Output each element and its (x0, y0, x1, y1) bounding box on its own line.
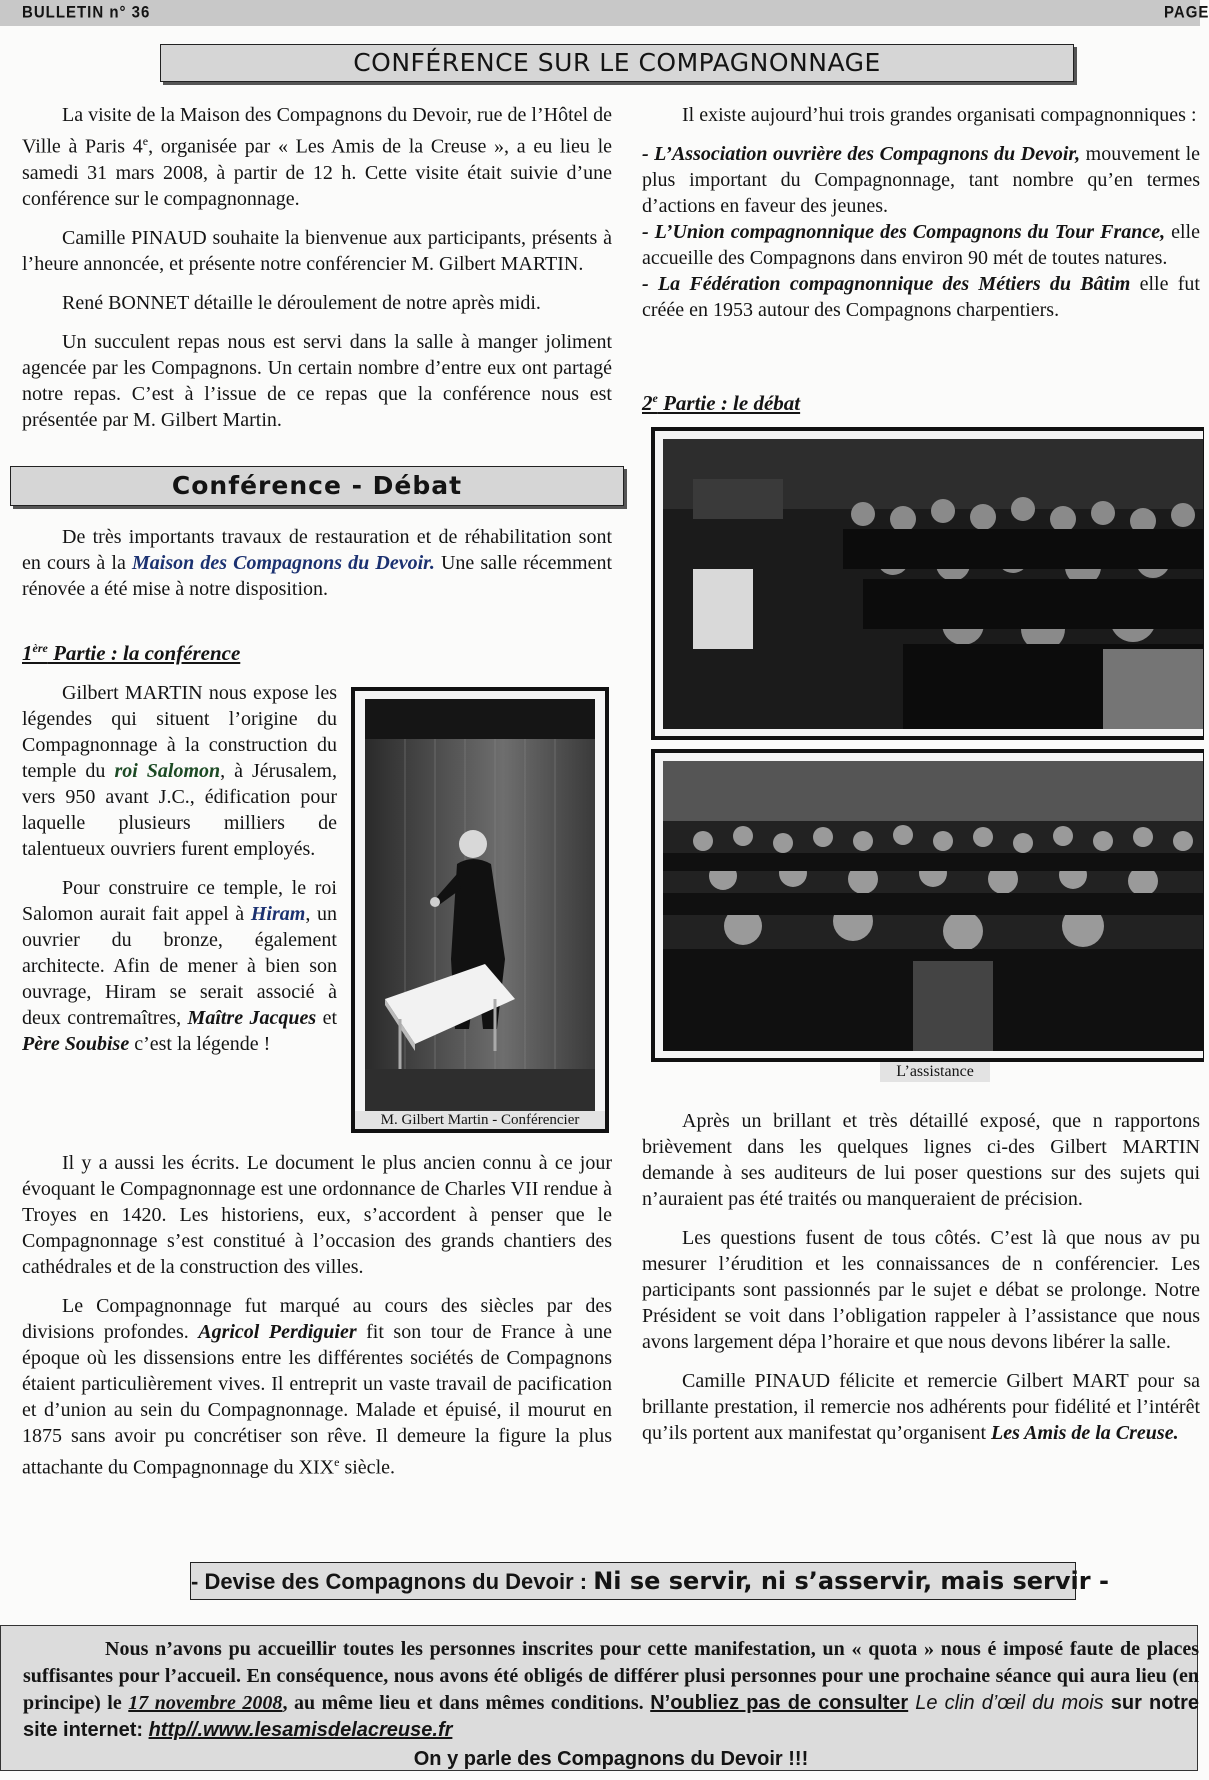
maison-compagnons-link-text: Maison des Compagnons du Devoir. (131, 552, 435, 574)
notice-text: Nous n’avons pu accueillir toutes les personnes inscrites pour cette manifestation, un « quota » nous é imposé faute de places suffisantes pour l’accueil. En conséquence, nous avons été obligés de différer plusi personnes pour une prochaine séance qui aura lieu (en principe) le 17 novembre 2008, au même lieu et dans mêmes conditions. N’oubliez pas de consulter Le clin d’œil du mois sur notre site internet: http//.www.lesamisdelacreuse.fr (23, 1638, 1199, 1741)
main-title: CONFÉRENCE SUR LE COMPAGNONNAGE (160, 44, 1074, 82)
writings-paragraph: Il y a aussi les écrits. Le document le plus ancien connu à ce jour évoquant le Compagnonnage est une ordonnance de Charles VII rendue à Troyes en 1420. Les historiens, eux, s’accordent à penser que le Compagnonnage s’est constitué à l’occasion des grands chantiers des cathédrales et de la construction des villes. (22, 1152, 612, 1278)
legend-section (22, 680, 337, 1057)
legend-paragraph-2: Pour construire ce temple, le roi Salomon aurait fait appel à Hiram, un ouvrier du bronze, également architecte. Afin de mener à bien son ouvrage, Hiram se serait associé à deux contremaîtres, Maître Jacques et Père Soubise c’est la légende ! (22, 877, 338, 1055)
bulletin-number: BULLETIN n° 36 (22, 3, 151, 22)
speaker-photo-frame (352, 688, 608, 1132)
notice-last-line: On y parle des Compagnons du Devoir !!! (413, 1748, 809, 1770)
speaker-photo (365, 699, 595, 1111)
audience-photo-caption: L’assistance (880, 1062, 990, 1082)
debat-intro: De très importants travaux de restauration et de réhabilitation sont en cours à la Maison des Compagnons du Devoir. Une salle récemment rénovée a été mise à notre disposition. (22, 526, 613, 600)
organisation-3: - La Fédération compagnonnique des Métiers du Bâtim elle fut créée en 1953 autour des Compagnons charpentiers. (642, 273, 1200, 321)
divisions-paragraph: Le Compagnonnage fut marqué au cours des siècles par des divisions profondes. Agricol Perdiguier fit son tour de France à une époque où les dissensions entre les différentes sociétés de Compagnons étaient particulièrement vives. Il entreprit un vaste travail de pacification et d’union au sein du Compagnonnage. Malade et épuisé, il mourut en 1875 sans avoir pu concrétiser son rêve. Il demeure la figure la plus attachante du Compagnonnage du XIXe siècle. (22, 1295, 613, 1479)
audience-photo-2-frame (652, 750, 1203, 1061)
audience-photo-1-image (663, 439, 1203, 729)
devise-banner (190, 1562, 1109, 1600)
intro-paragraph-4: Un succulent repas nous est servi dans la salle à manger joliment agencée par les Compagnons. Un certain nombre d’entre eux ont partagé notre repas. C’est à l’issue de ce repas que la conférence nous est présentée par M. Gilbert Martin. (22, 330, 612, 431)
debate-paragraph-3: Camille PINAUD félicite et remercie Gilbert MART pour sa brillante prestation, il remercie nos adhérents pour fidélité et l’intérêt qu’ils portent aux manifestat qu’organisent Les Amis de la Creuse. (642, 1370, 1200, 1444)
organisation-1: - L’Association ouvrière des Compagnons du Devoir, mouvement le plus important du Compagnonnage, tant nombre qu’en termes d’actions en faveur des jeunes. (642, 143, 1201, 217)
website-link[interactable]: http//.www.lesamisdelacreuse.fr (148, 1719, 453, 1741)
devise-motto: Ni se servir, ni s’asservir, mais servir - (593, 1567, 1109, 1595)
part1-heading: 1ère Partie : la conférence (22, 641, 241, 665)
debate-section (642, 1108, 1200, 1446)
next-session-date: 17 novembre 2008 (128, 1692, 283, 1714)
header-bar (0, 0, 1200, 26)
organisations-intro: Il existe aujourd’hui trois grandes organisati compagnonniques : (682, 104, 1197, 126)
page-label: PAGE (1164, 3, 1209, 22)
legend-paragraph-1: Gilbert MARTIN nous expose les légendes qui situent l’origine du Compagnonnage à la construction du temple du roi Salomon, à Jérusalem, vers 950 avant J.C., édification pour laquelle plusieurs milliers de talentueux ouvriers furent employés. (22, 682, 337, 860)
intro-paragraph-2: Camille PINAUD souhaite la bienvenue aux participants, présents à l’heure annoncée, et présente notre conférencier M. Gilbert MARTIN. (22, 226, 612, 275)
history-section (22, 1150, 612, 1481)
debat-title: Conférence - Débat (10, 466, 624, 506)
audience-photo-1-frame (652, 428, 1203, 739)
audience-photo-1 (663, 439, 1203, 729)
audience-photo-2-image (663, 761, 1203, 1051)
audience-photo-2 (663, 761, 1203, 1051)
speaker-photo-caption: M. Gilbert Martin - Conférencier (355, 1111, 605, 1129)
intro-section (22, 102, 612, 433)
speaker-photo-image (365, 699, 595, 1111)
devise-prefix: - Devise des Compagnons du Devoir : (191, 1569, 594, 1594)
intro-paragraph-1: La visite de la Maison des Compagnons du Devoir, rue de l’Hôtel de Ville à Paris 4e, organisée par « Les Amis de la Creuse », a eu lieu le samedi 31 mars 2008, à partir de 12 h. Cette visite était suivie d’une conférence sur le compagnonnage. (22, 104, 612, 210)
organisation-2: - L’Union compagnonnique des Compagnons du Tour France, elle accueille des Compagnons dans environ 90 mét de toutes natures. (642, 221, 1200, 269)
debate-paragraph-1: Après un brillant et très détaillé exposé, que n rapportons brièvement dans les quelques lignes ci-des Gilbert MARTIN demande à ses auditeurs de lui poser questions sur des sujets qui n’auraient pas été traités ou manqueraient de précision. (642, 1110, 1200, 1210)
notice-box (0, 1625, 1198, 1771)
part2-heading: 2e Partie : le débat (642, 391, 801, 415)
debate-paragraph-2: Les questions fusent de tous côtés. C’est là que nous av pu mesurer l’érudition et les connaissances de n conférencier. Les participants sont passionnés par le sujet e débat se prolonge. Notre Président se voit dans l’obligation rappeler à l’assistance que nous avons largement dépa l’horaire et que nous devons libérer la salle. (642, 1227, 1200, 1353)
organisations-section (642, 102, 1200, 323)
intro-paragraph-3: René BONNET détaille le déroulement de notre après midi. (62, 291, 541, 314)
